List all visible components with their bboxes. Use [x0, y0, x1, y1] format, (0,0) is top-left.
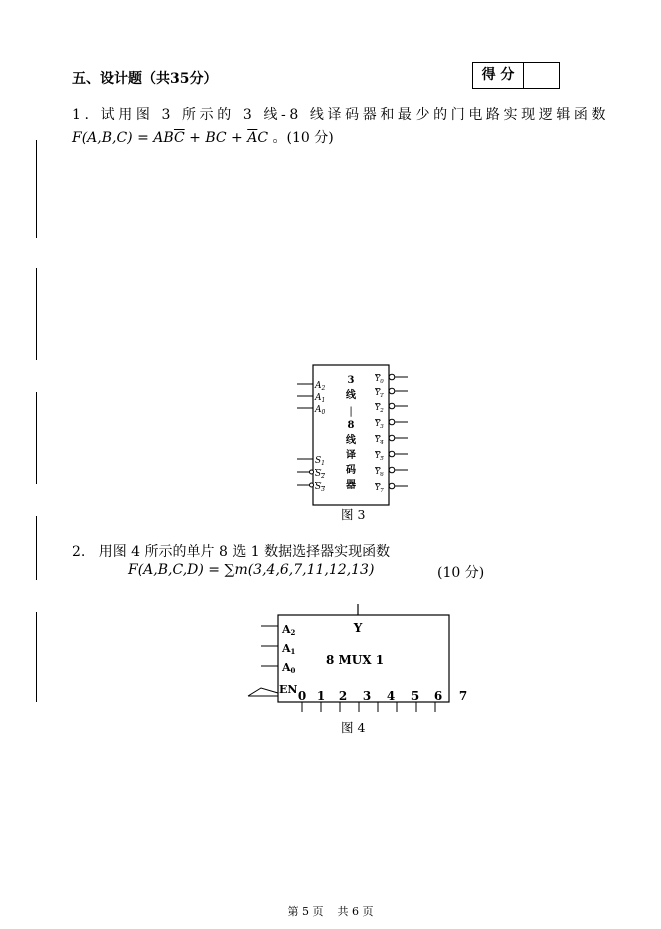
formula-term3-bar: $\overline{A}$ [247, 130, 258, 146]
svg-text:Y1: $Y_1$ [375, 388, 384, 399]
question-1-statement: 试用图 3 所示的 3 线-8 线译码器和最少的门电路实现逻辑函数 [100, 107, 610, 123]
input-label-a2: $A_2$ [315, 381, 326, 392]
question-1-formula [72, 127, 334, 147]
formula-term1: AB [153, 130, 174, 146]
section-title: 五、设计题（共35分） [72, 71, 218, 87]
question-2-statement: 用图 4 所示的单片 8 选 1 数据选择器实现函数 [98, 544, 391, 560]
score-value-field [524, 63, 559, 88]
data-input-label: 6 [433, 689, 443, 703]
data-input-label: 0 [297, 689, 307, 703]
svg-text:Y4: $Y_4$ [375, 435, 384, 446]
inversion-bubble [310, 470, 314, 474]
output-y4 [375, 435, 408, 446]
output-y0 [375, 374, 408, 385]
mux-title: 8 MUX 1 [325, 653, 385, 667]
decoder-text: 译 [346, 450, 356, 461]
figure-4-mux [245, 600, 475, 718]
mux-output-label: Y [353, 621, 363, 635]
score-box [472, 62, 560, 89]
question-2-points: (10 分) [437, 565, 485, 581]
svg-text:Y2: $Y_2$ [375, 403, 384, 414]
enable-label-s2: $S_2$ [315, 469, 325, 480]
page-footer: 第 5 页 共 6 页 [287, 905, 374, 918]
formula-term1-bar: $\overline{C}$ [173, 130, 185, 146]
question-1-number: 1. [72, 107, 93, 123]
question-2-formula: F(A,B,C,D) = ∑m(3,4,6,7,11,12,13) [128, 562, 375, 578]
output-y2 [375, 403, 408, 414]
svg-text:Y5: $Y_5$ [375, 451, 384, 462]
figure-3-decoder [290, 358, 420, 508]
data-input-label: 3 [362, 689, 372, 703]
question-2-number: 2. [72, 544, 86, 560]
decoder-text: 器 [346, 480, 356, 491]
output-y3 [375, 419, 408, 430]
data-input-label: 1 [316, 689, 326, 703]
formula-plus-2: + [226, 130, 248, 146]
svg-text:Y0: $Y_0$ [375, 374, 384, 385]
formula-plus-1: + [184, 130, 206, 146]
margin-line [36, 268, 37, 360]
decoder-text: 线 [346, 390, 356, 401]
enable-input-symbol [248, 688, 278, 696]
decoder-text: 线 [346, 435, 356, 446]
svg-text:Y6: $Y_6$ [375, 467, 384, 478]
enable-label-s3: $S_3$ [315, 482, 325, 493]
margin-line [36, 140, 37, 238]
output-y7 [375, 483, 408, 494]
address-label-a2: A2 [282, 623, 296, 637]
inversion-bubble [310, 483, 314, 487]
data-inputs [302, 702, 435, 712]
question-1-text [72, 104, 609, 124]
data-input-label: 2 [338, 689, 348, 703]
formula-term2: BC [205, 130, 227, 146]
decoder-text: 码 [346, 465, 356, 476]
output-y6 [375, 467, 408, 478]
enable-label: EN [279, 683, 298, 696]
svg-text:Y7: $Y_7$ [375, 483, 384, 494]
score-label: 得 分 [473, 63, 524, 88]
margin-line [36, 612, 37, 702]
decoder-text: 8 [347, 420, 355, 431]
decoder-text: 3 [347, 375, 355, 386]
decoder-text: | [349, 406, 353, 417]
question-1-points: 。(10 分) [272, 130, 334, 146]
input-label-a0: $A_0$ [315, 405, 326, 416]
address-label-a1: A1 [282, 642, 296, 656]
question-2-text [72, 541, 390, 561]
figure-3-caption: 图 3 [341, 507, 366, 522]
output-y5 [375, 451, 408, 462]
input-label-a1: $A_1$ [315, 393, 326, 404]
data-input-label: 5 [410, 689, 420, 703]
figure-4-caption: 图 4 [341, 720, 366, 735]
formula-term3: C [257, 130, 269, 146]
output-y1 [375, 388, 408, 399]
formula-lhs: F(A,B,C) = [72, 130, 154, 146]
margin-line [36, 392, 37, 484]
address-label-a0: A0 [282, 661, 296, 675]
margin-line [36, 516, 37, 580]
enable-label-s1: $S_1$ [315, 456, 325, 467]
data-input-label: 7 [458, 689, 468, 703]
svg-text:Y3: $Y_3$ [375, 419, 384, 430]
data-input-label: 4 [386, 689, 396, 703]
